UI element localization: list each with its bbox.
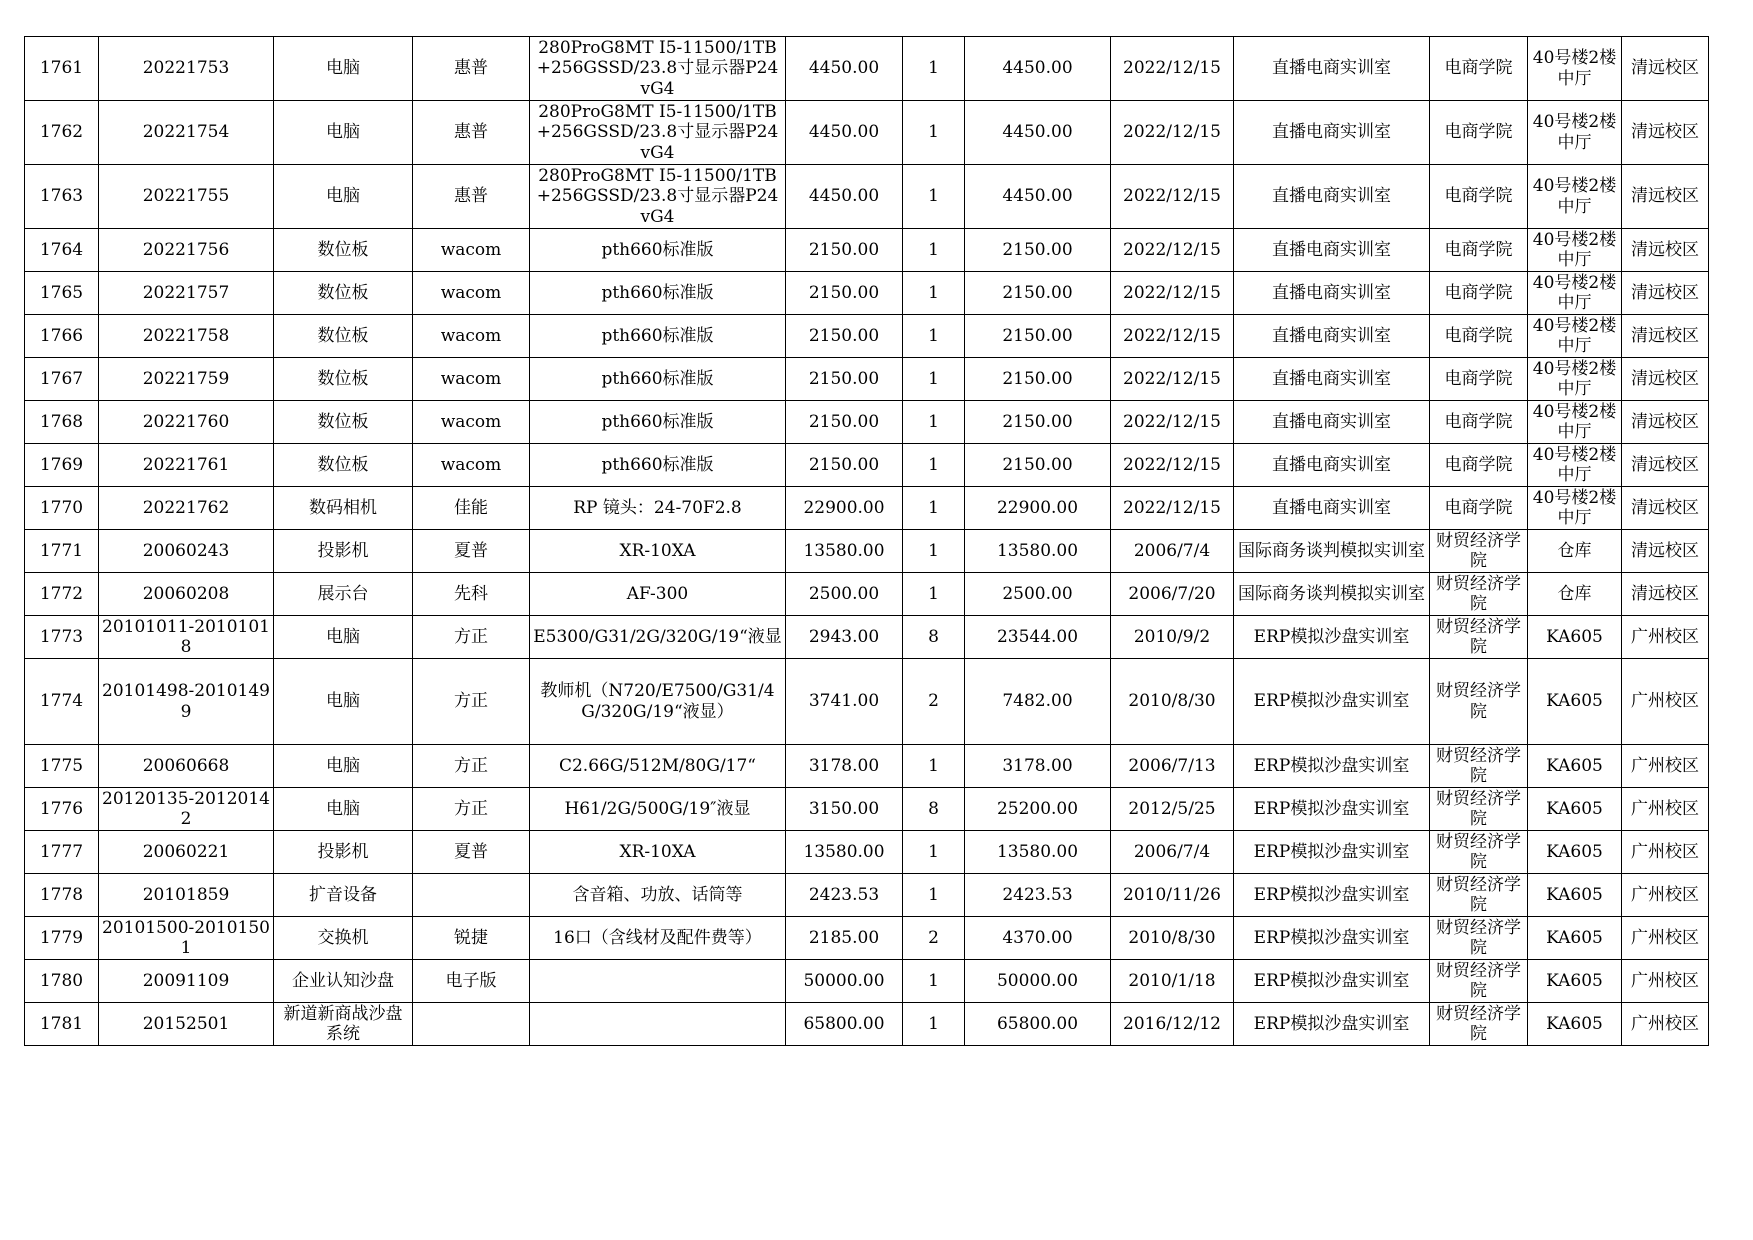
cell-department: 财贸经济学院 — [1430, 616, 1528, 659]
cell-quantity: 2 — [903, 659, 965, 745]
cell-asset-id: 20221755 — [99, 165, 274, 229]
cell-location: 40号楼2楼中厅 — [1528, 229, 1622, 272]
cell-unit-price: 2150.00 — [786, 272, 903, 315]
cell-brand: 电子版 — [413, 960, 530, 1003]
cell-total: 22900.00 — [965, 487, 1111, 530]
cell-unit-price: 4450.00 — [786, 37, 903, 101]
cell-location: KA605 — [1528, 1003, 1622, 1046]
table-row — [25, 874, 1709, 917]
cell-asset-id: 20221757 — [99, 272, 274, 315]
cell-item-name: 数位板 — [274, 315, 413, 358]
cell-department: 财贸经济学院 — [1430, 917, 1528, 960]
cell-model: 16口（含线材及配件费等） — [530, 917, 786, 960]
cell-campus: 清远校区 — [1622, 444, 1709, 487]
cell-campus: 清远校区 — [1622, 487, 1709, 530]
cell-number: 1779 — [25, 917, 99, 960]
cell-campus: 清远校区 — [1622, 272, 1709, 315]
cell-model — [530, 1003, 786, 1046]
cell-unit-price: 2943.00 — [786, 616, 903, 659]
cell-location: KA605 — [1528, 960, 1622, 1003]
cell-location: 40号楼2楼中厅 — [1528, 487, 1622, 530]
cell-date: 2010/8/30 — [1111, 659, 1234, 745]
cell-total: 4450.00 — [965, 37, 1111, 101]
cell-item-name: 电脑 — [274, 37, 413, 101]
cell-quantity: 1 — [903, 165, 965, 229]
cell-department: 财贸经济学院 — [1430, 659, 1528, 745]
cell-department: 电商学院 — [1430, 272, 1528, 315]
cell-department: 财贸经济学院 — [1430, 960, 1528, 1003]
cell-date: 2022/12/15 — [1111, 401, 1234, 444]
cell-location: 40号楼2楼中厅 — [1528, 165, 1622, 229]
cell-item-name: 新道新商战沙盘系统 — [274, 1003, 413, 1046]
cell-campus: 清远校区 — [1622, 101, 1709, 165]
cell-asset-id: 20091109 — [99, 960, 274, 1003]
table-row — [25, 487, 1709, 530]
cell-date: 2022/12/15 — [1111, 272, 1234, 315]
cell-department: 财贸经济学院 — [1430, 573, 1528, 616]
cell-unit-price: 65800.00 — [786, 1003, 903, 1046]
cell-location: KA605 — [1528, 917, 1622, 960]
cell-campus: 清远校区 — [1622, 37, 1709, 101]
cell-total: 3178.00 — [965, 745, 1111, 788]
cell-model: H61/2G/500G/19″液显 — [530, 788, 786, 831]
cell-number: 1763 — [25, 165, 99, 229]
cell-item-name: 展示台 — [274, 573, 413, 616]
cell-asset-id: 20221754 — [99, 101, 274, 165]
cell-room: ERP模拟沙盘实训室 — [1234, 1003, 1430, 1046]
cell-asset-id: 20101498-20101499 — [99, 659, 274, 745]
table-row — [25, 659, 1709, 745]
cell-asset-id: 20101011-20101018 — [99, 616, 274, 659]
cell-brand: 方正 — [413, 788, 530, 831]
cell-model: pth660标准版 — [530, 401, 786, 444]
table-row — [25, 917, 1709, 960]
cell-total: 23544.00 — [965, 616, 1111, 659]
cell-brand: 方正 — [413, 745, 530, 788]
table-row — [25, 401, 1709, 444]
cell-department: 电商学院 — [1430, 315, 1528, 358]
cell-date: 2010/8/30 — [1111, 917, 1234, 960]
cell-quantity: 1 — [903, 401, 965, 444]
cell-unit-price: 13580.00 — [786, 530, 903, 573]
cell-date: 2016/12/12 — [1111, 1003, 1234, 1046]
cell-department: 财贸经济学院 — [1430, 831, 1528, 874]
cell-date: 2022/12/15 — [1111, 315, 1234, 358]
cell-model: 280ProG8MT I5-11500/1TB+256GSSD/23.8寸显示器P24vG4 — [530, 37, 786, 101]
cell-brand: wacom — [413, 401, 530, 444]
cell-item-name: 数位板 — [274, 444, 413, 487]
cell-quantity: 1 — [903, 37, 965, 101]
cell-asset-id: 20101500-20101501 — [99, 917, 274, 960]
cell-quantity: 1 — [903, 272, 965, 315]
table-row — [25, 315, 1709, 358]
cell-quantity: 1 — [903, 573, 965, 616]
cell-room: 直播电商实训室 — [1234, 487, 1430, 530]
cell-asset-id: 20221760 — [99, 401, 274, 444]
cell-department: 财贸经济学院 — [1430, 745, 1528, 788]
cell-department: 财贸经济学院 — [1430, 1003, 1528, 1046]
cell-asset-id: 20060668 — [99, 745, 274, 788]
cell-asset-id: 20120135-20120142 — [99, 788, 274, 831]
cell-unit-price: 2150.00 — [786, 229, 903, 272]
cell-campus: 清远校区 — [1622, 530, 1709, 573]
cell-number: 1768 — [25, 401, 99, 444]
cell-date: 2022/12/15 — [1111, 444, 1234, 487]
cell-item-name: 数位板 — [274, 272, 413, 315]
cell-location: 40号楼2楼中厅 — [1528, 101, 1622, 165]
cell-date: 2006/7/20 — [1111, 573, 1234, 616]
cell-department: 财贸经济学院 — [1430, 788, 1528, 831]
cell-campus: 清远校区 — [1622, 165, 1709, 229]
cell-date: 2022/12/15 — [1111, 101, 1234, 165]
cell-location: 40号楼2楼中厅 — [1528, 37, 1622, 101]
cell-model: XR-10XA — [530, 530, 786, 573]
cell-room: ERP模拟沙盘实训室 — [1234, 874, 1430, 917]
cell-campus: 清远校区 — [1622, 573, 1709, 616]
cell-total: 4370.00 — [965, 917, 1111, 960]
cell-brand — [413, 874, 530, 917]
cell-number: 1780 — [25, 960, 99, 1003]
cell-location: 40号楼2楼中厅 — [1528, 401, 1622, 444]
cell-number: 1761 — [25, 37, 99, 101]
cell-campus: 清远校区 — [1622, 229, 1709, 272]
cell-item-name: 数位板 — [274, 358, 413, 401]
cell-campus: 广州校区 — [1622, 960, 1709, 1003]
cell-number: 1766 — [25, 315, 99, 358]
asset-table — [24, 36, 1709, 1046]
cell-brand: 方正 — [413, 616, 530, 659]
cell-model — [530, 960, 786, 1003]
cell-quantity: 1 — [903, 487, 965, 530]
cell-brand: 夏普 — [413, 530, 530, 573]
table-row — [25, 101, 1709, 165]
cell-brand: 先科 — [413, 573, 530, 616]
cell-quantity: 1 — [903, 1003, 965, 1046]
cell-room: ERP模拟沙盘实训室 — [1234, 917, 1430, 960]
cell-number: 1762 — [25, 101, 99, 165]
cell-brand: 夏普 — [413, 831, 530, 874]
cell-room: ERP模拟沙盘实训室 — [1234, 659, 1430, 745]
cell-asset-id: 20221762 — [99, 487, 274, 530]
cell-location: 40号楼2楼中厅 — [1528, 444, 1622, 487]
cell-total: 2150.00 — [965, 444, 1111, 487]
cell-model: C2.66G/512M/80G/17“ — [530, 745, 786, 788]
cell-item-name: 数码相机 — [274, 487, 413, 530]
cell-campus: 清远校区 — [1622, 358, 1709, 401]
cell-total: 13580.00 — [965, 530, 1111, 573]
cell-quantity: 1 — [903, 229, 965, 272]
table-row — [25, 788, 1709, 831]
cell-total: 2150.00 — [965, 315, 1111, 358]
cell-asset-id: 20221761 — [99, 444, 274, 487]
cell-total: 2150.00 — [965, 358, 1111, 401]
cell-item-name: 电脑 — [274, 101, 413, 165]
cell-quantity: 1 — [903, 831, 965, 874]
cell-number: 1772 — [25, 573, 99, 616]
cell-quantity: 1 — [903, 960, 965, 1003]
cell-campus: 广州校区 — [1622, 745, 1709, 788]
cell-unit-price: 22900.00 — [786, 487, 903, 530]
cell-number: 1773 — [25, 616, 99, 659]
cell-asset-id: 20060243 — [99, 530, 274, 573]
cell-brand: wacom — [413, 272, 530, 315]
cell-asset-id: 20221753 — [99, 37, 274, 101]
cell-brand — [413, 1003, 530, 1046]
cell-room: 直播电商实训室 — [1234, 101, 1430, 165]
table-row — [25, 573, 1709, 616]
cell-unit-price: 2500.00 — [786, 573, 903, 616]
cell-model: 280ProG8MT I5-11500/1TB+256GSSD/23.8寸显示器P24vG4 — [530, 101, 786, 165]
table-row — [25, 960, 1709, 1003]
cell-room: 国际商务谈判模拟实训室 — [1234, 530, 1430, 573]
cell-model: pth660标准版 — [530, 315, 786, 358]
cell-campus: 广州校区 — [1622, 917, 1709, 960]
table-row — [25, 165, 1709, 229]
cell-item-name: 数位板 — [274, 229, 413, 272]
cell-asset-id: 20060221 — [99, 831, 274, 874]
cell-department: 电商学院 — [1430, 487, 1528, 530]
cell-model: pth660标准版 — [530, 229, 786, 272]
cell-quantity: 8 — [903, 788, 965, 831]
cell-room: 国际商务谈判模拟实训室 — [1234, 573, 1430, 616]
cell-asset-id: 20060208 — [99, 573, 274, 616]
cell-date: 2006/7/13 — [1111, 745, 1234, 788]
cell-item-name: 电脑 — [274, 616, 413, 659]
cell-location: KA605 — [1528, 831, 1622, 874]
cell-number: 1764 — [25, 229, 99, 272]
cell-total: 25200.00 — [965, 788, 1111, 831]
cell-total: 4450.00 — [965, 165, 1111, 229]
cell-date: 2010/11/26 — [1111, 874, 1234, 917]
cell-item-name: 投影机 — [274, 831, 413, 874]
cell-model: E5300/G31/2G/320G/19“液显 — [530, 616, 786, 659]
cell-number: 1765 — [25, 272, 99, 315]
cell-brand: 锐捷 — [413, 917, 530, 960]
table-row — [25, 1003, 1709, 1046]
cell-number: 1769 — [25, 444, 99, 487]
cell-asset-id: 20101859 — [99, 874, 274, 917]
cell-number: 1767 — [25, 358, 99, 401]
cell-quantity: 1 — [903, 315, 965, 358]
cell-room: ERP模拟沙盘实训室 — [1234, 616, 1430, 659]
cell-department: 电商学院 — [1430, 444, 1528, 487]
cell-date: 2022/12/15 — [1111, 37, 1234, 101]
cell-unit-price: 2150.00 — [786, 401, 903, 444]
cell-item-name: 扩音设备 — [274, 874, 413, 917]
cell-number: 1770 — [25, 487, 99, 530]
table-row — [25, 272, 1709, 315]
cell-room: 直播电商实训室 — [1234, 358, 1430, 401]
cell-brand: 惠普 — [413, 101, 530, 165]
cell-model: RP 镜头：24-70F2.8 — [530, 487, 786, 530]
cell-brand: 惠普 — [413, 165, 530, 229]
cell-date: 2022/12/15 — [1111, 229, 1234, 272]
cell-unit-price: 50000.00 — [786, 960, 903, 1003]
cell-department: 财贸经济学院 — [1430, 874, 1528, 917]
cell-model: 教师机（N720/E7500/G31/4G/320G/19“液显） — [530, 659, 786, 745]
cell-date: 2010/1/18 — [1111, 960, 1234, 1003]
cell-department: 电商学院 — [1430, 358, 1528, 401]
cell-number: 1774 — [25, 659, 99, 745]
cell-date: 2012/5/25 — [1111, 788, 1234, 831]
cell-number: 1781 — [25, 1003, 99, 1046]
cell-department: 电商学院 — [1430, 229, 1528, 272]
cell-campus: 清远校区 — [1622, 401, 1709, 444]
cell-total: 50000.00 — [965, 960, 1111, 1003]
cell-location: 40号楼2楼中厅 — [1528, 358, 1622, 401]
cell-unit-price: 2185.00 — [786, 917, 903, 960]
cell-brand: 方正 — [413, 659, 530, 745]
cell-unit-price: 2150.00 — [786, 315, 903, 358]
cell-unit-price: 3178.00 — [786, 745, 903, 788]
cell-department: 电商学院 — [1430, 37, 1528, 101]
cell-campus: 广州校区 — [1622, 616, 1709, 659]
cell-quantity: 1 — [903, 874, 965, 917]
cell-item-name: 投影机 — [274, 530, 413, 573]
cell-unit-price: 2150.00 — [786, 444, 903, 487]
cell-quantity: 1 — [903, 358, 965, 401]
cell-brand: wacom — [413, 444, 530, 487]
cell-quantity: 8 — [903, 616, 965, 659]
cell-total: 2150.00 — [965, 229, 1111, 272]
cell-brand: 佳能 — [413, 487, 530, 530]
cell-asset-id: 20221758 — [99, 315, 274, 358]
cell-number: 1778 — [25, 874, 99, 917]
cell-room: 直播电商实训室 — [1234, 444, 1430, 487]
cell-asset-id: 20221759 — [99, 358, 274, 401]
cell-department: 电商学院 — [1430, 401, 1528, 444]
cell-department: 电商学院 — [1430, 101, 1528, 165]
cell-room: 直播电商实训室 — [1234, 272, 1430, 315]
cell-room: 直播电商实训室 — [1234, 315, 1430, 358]
cell-item-name: 企业认知沙盘 — [274, 960, 413, 1003]
cell-brand: 惠普 — [413, 37, 530, 101]
cell-department: 财贸经济学院 — [1430, 530, 1528, 573]
cell-model: AF-300 — [530, 573, 786, 616]
table-row — [25, 831, 1709, 874]
cell-date: 2010/9/2 — [1111, 616, 1234, 659]
cell-unit-price: 4450.00 — [786, 101, 903, 165]
cell-total: 13580.00 — [965, 831, 1111, 874]
cell-total: 2500.00 — [965, 573, 1111, 616]
cell-total: 65800.00 — [965, 1003, 1111, 1046]
cell-room: 直播电商实训室 — [1234, 165, 1430, 229]
cell-unit-price: 3150.00 — [786, 788, 903, 831]
cell-total: 4450.00 — [965, 101, 1111, 165]
cell-unit-price: 2150.00 — [786, 358, 903, 401]
cell-campus: 广州校区 — [1622, 874, 1709, 917]
cell-date: 2006/7/4 — [1111, 530, 1234, 573]
cell-unit-price: 3741.00 — [786, 659, 903, 745]
table-row — [25, 616, 1709, 659]
cell-campus: 广州校区 — [1622, 831, 1709, 874]
cell-unit-price: 4450.00 — [786, 165, 903, 229]
cell-room: 直播电商实训室 — [1234, 37, 1430, 101]
table-body — [25, 37, 1709, 1046]
cell-campus: 清远校区 — [1622, 315, 1709, 358]
cell-item-name: 电脑 — [274, 745, 413, 788]
cell-brand: wacom — [413, 358, 530, 401]
table-row — [25, 229, 1709, 272]
cell-item-name: 电脑 — [274, 165, 413, 229]
cell-location: 40号楼2楼中厅 — [1528, 272, 1622, 315]
cell-date: 2006/7/4 — [1111, 831, 1234, 874]
cell-room: ERP模拟沙盘实训室 — [1234, 960, 1430, 1003]
cell-model: 280ProG8MT I5-11500/1TB+256GSSD/23.8寸显示器P24vG4 — [530, 165, 786, 229]
cell-date: 2022/12/15 — [1111, 165, 1234, 229]
table-row — [25, 444, 1709, 487]
table-row — [25, 745, 1709, 788]
table-row — [25, 37, 1709, 101]
cell-campus: 广州校区 — [1622, 788, 1709, 831]
cell-location: KA605 — [1528, 616, 1622, 659]
cell-date: 2022/12/15 — [1111, 487, 1234, 530]
cell-quantity: 1 — [903, 444, 965, 487]
cell-model: pth660标准版 — [530, 444, 786, 487]
cell-item-name: 电脑 — [274, 788, 413, 831]
cell-location: 仓库 — [1528, 573, 1622, 616]
cell-quantity: 1 — [903, 530, 965, 573]
cell-unit-price: 2423.53 — [786, 874, 903, 917]
cell-room: ERP模拟沙盘实训室 — [1234, 745, 1430, 788]
cell-item-name: 数位板 — [274, 401, 413, 444]
cell-total: 2150.00 — [965, 401, 1111, 444]
table-row — [25, 358, 1709, 401]
cell-room: 直播电商实训室 — [1234, 229, 1430, 272]
cell-quantity: 2 — [903, 917, 965, 960]
cell-number: 1776 — [25, 788, 99, 831]
cell-quantity: 1 — [903, 745, 965, 788]
cell-location: 仓库 — [1528, 530, 1622, 573]
table-row — [25, 530, 1709, 573]
cell-room: ERP模拟沙盘实训室 — [1234, 831, 1430, 874]
cell-location: KA605 — [1528, 788, 1622, 831]
cell-model: pth660标准版 — [530, 272, 786, 315]
cell-date: 2022/12/15 — [1111, 358, 1234, 401]
cell-asset-id: 20221756 — [99, 229, 274, 272]
cell-brand: wacom — [413, 315, 530, 358]
cell-room: ERP模拟沙盘实训室 — [1234, 788, 1430, 831]
cell-brand: wacom — [413, 229, 530, 272]
cell-quantity: 1 — [903, 101, 965, 165]
cell-total: 7482.00 — [965, 659, 1111, 745]
cell-number: 1771 — [25, 530, 99, 573]
cell-item-name: 电脑 — [274, 659, 413, 745]
cell-location: KA605 — [1528, 745, 1622, 788]
cell-department: 电商学院 — [1430, 165, 1528, 229]
cell-campus: 广州校区 — [1622, 1003, 1709, 1046]
cell-room: 直播电商实训室 — [1234, 401, 1430, 444]
cell-location: KA605 — [1528, 659, 1622, 745]
cell-total: 2150.00 — [965, 272, 1111, 315]
cell-model: XR-10XA — [530, 831, 786, 874]
cell-location: 40号楼2楼中厅 — [1528, 315, 1622, 358]
cell-number: 1777 — [25, 831, 99, 874]
cell-asset-id: 20152501 — [99, 1003, 274, 1046]
cell-model: 含音箱、功放、话筒等 — [530, 874, 786, 917]
cell-model: pth660标准版 — [530, 358, 786, 401]
cell-total: 2423.53 — [965, 874, 1111, 917]
cell-number: 1775 — [25, 745, 99, 788]
cell-item-name: 交换机 — [274, 917, 413, 960]
cell-unit-price: 13580.00 — [786, 831, 903, 874]
cell-campus: 广州校区 — [1622, 659, 1709, 745]
cell-location: KA605 — [1528, 874, 1622, 917]
